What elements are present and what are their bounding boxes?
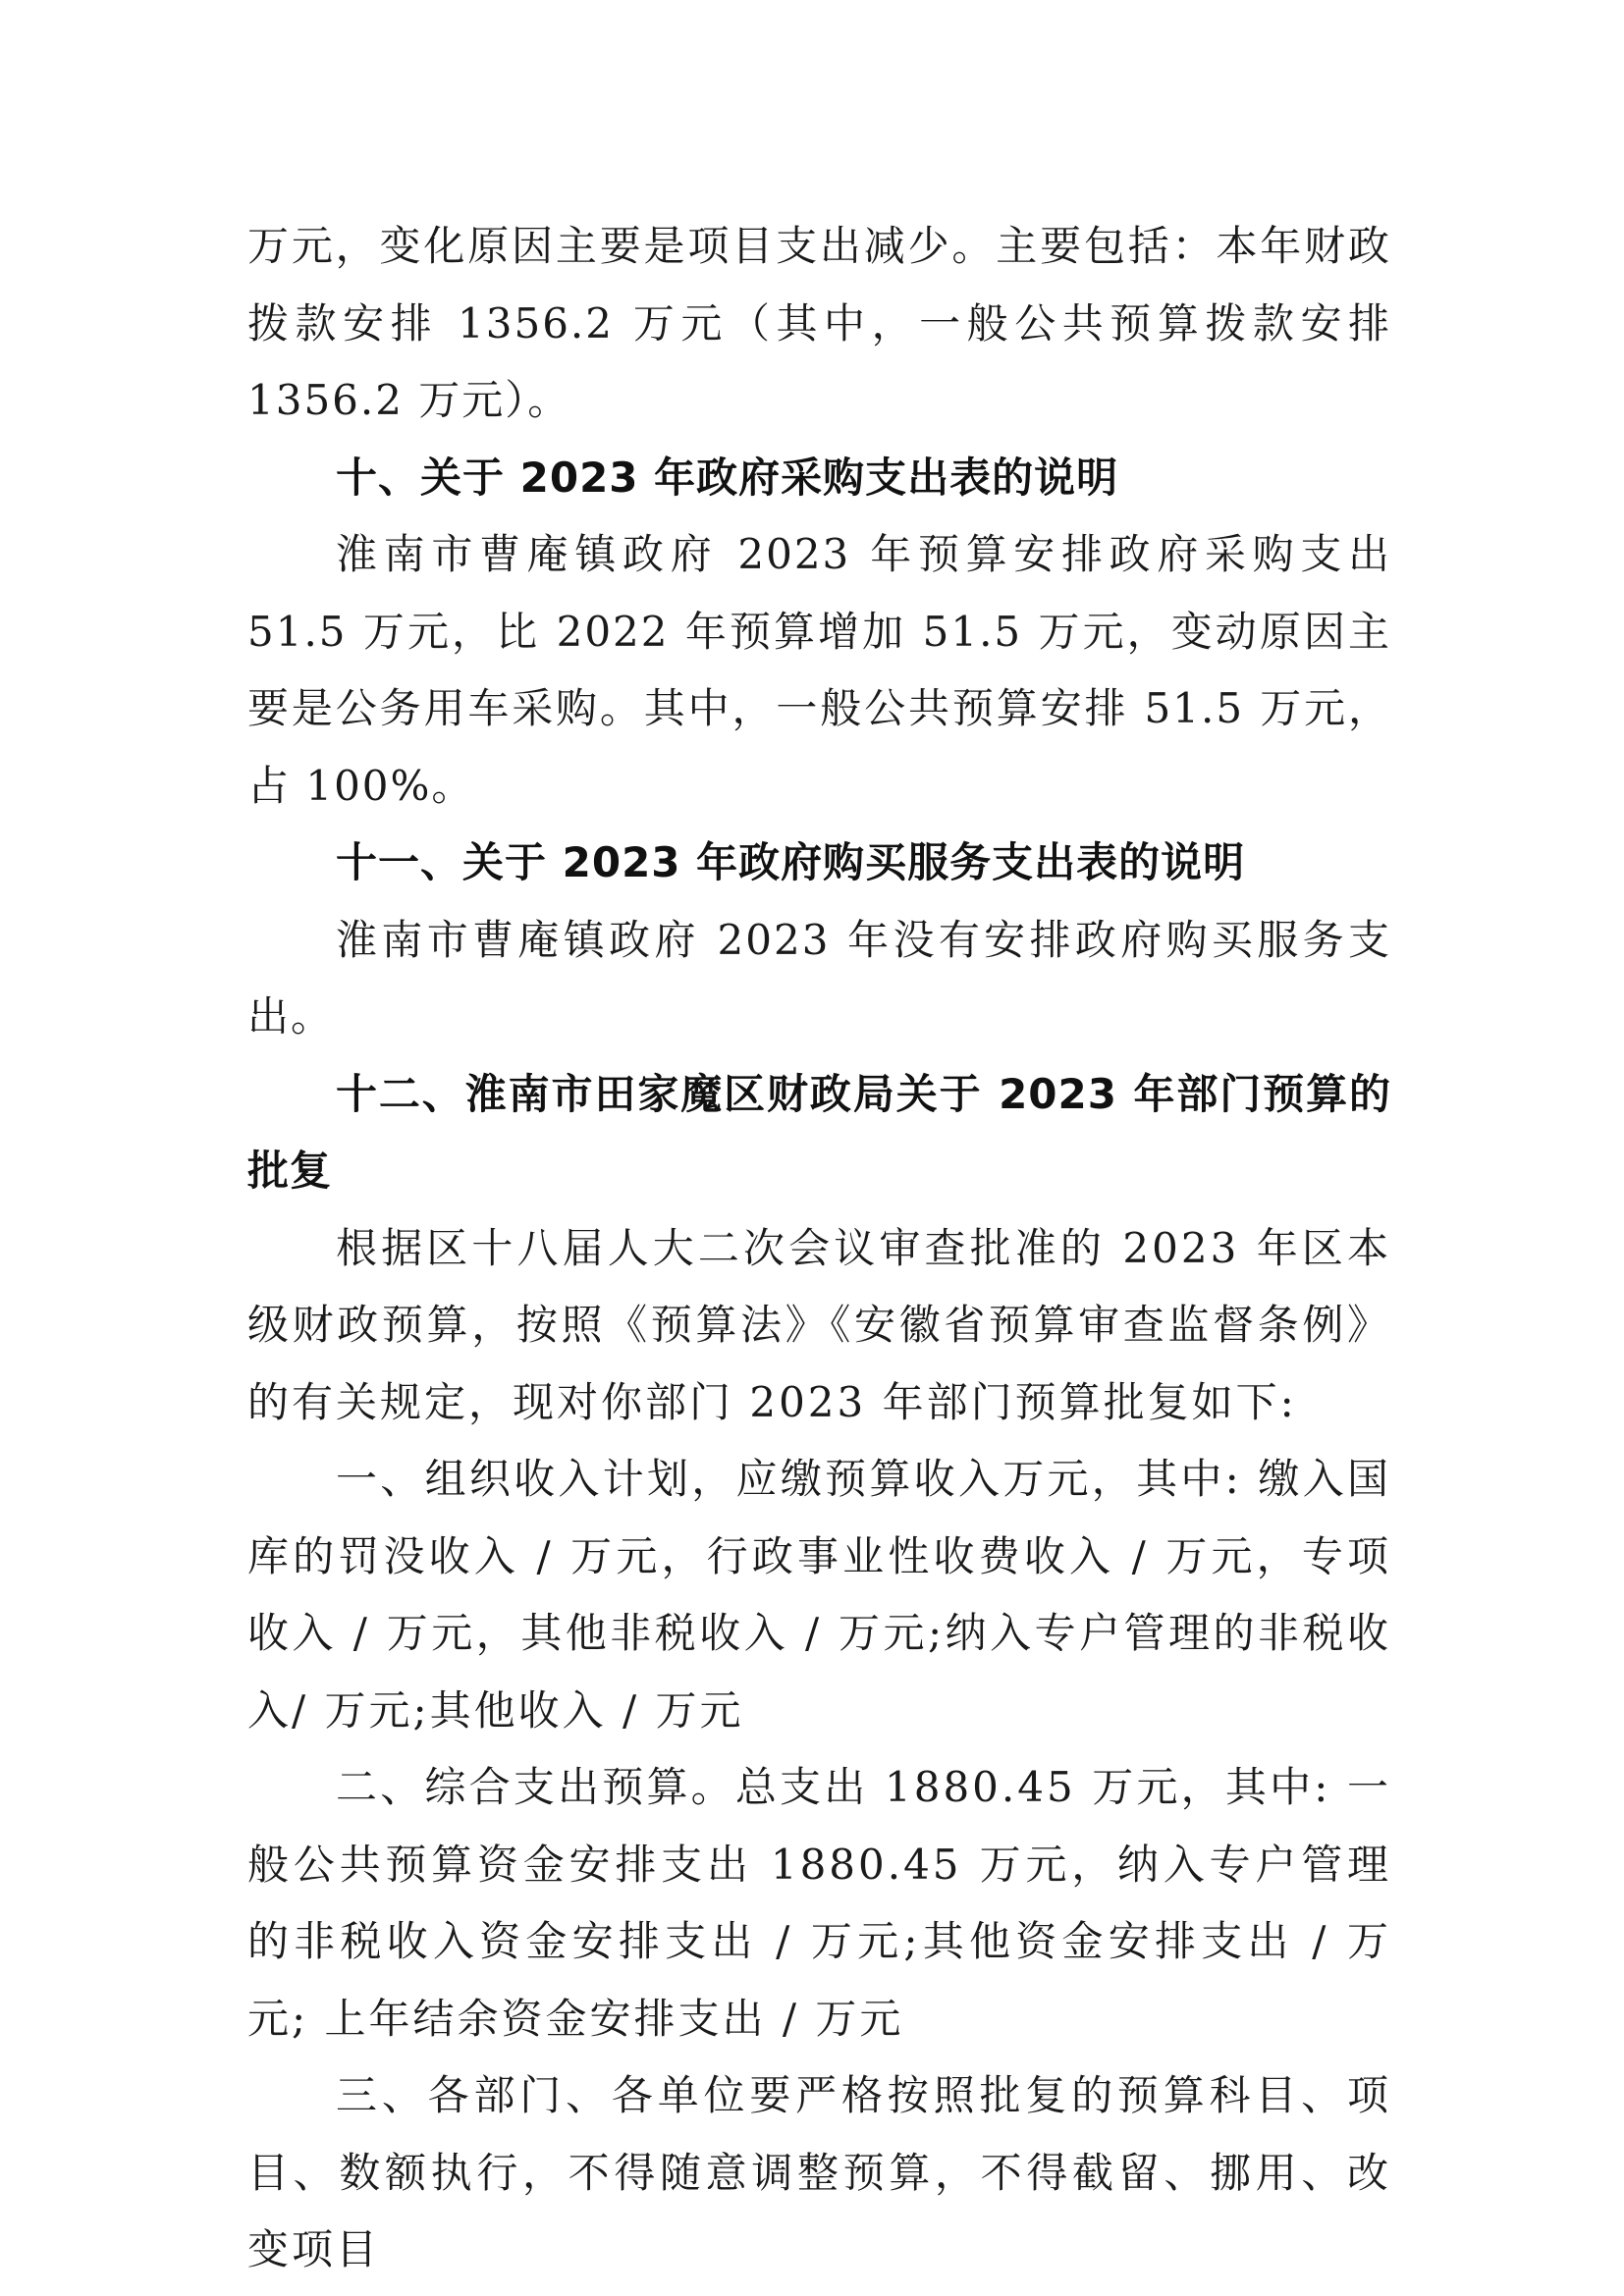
heading-section-11: 十一、关于 2023 年政府购买服务支出表的说明 (336, 838, 1246, 886)
heading-section-10: 十、关于 2023 年政府采购支出表的说明 (336, 453, 1119, 502)
paragraph-procurement: 淮南市曹庵镇政府 2023 年预算安排政府采购支出 51.5 万元，比 2022 年预算增加 51.5 万元，变动原因主要是公务用车采购。其中，一般公共预算安排 51.5 万元，占 100%。 (247, 530, 1391, 810)
document-body (247, 208, 1391, 2289)
heading-section-12: 十二、淮南市田家魔区财政局关于 2023 年部门预算的批复 (247, 1069, 1391, 1195)
paragraph-execution-rules: 三、各部门、各单位要严格按照批复的预算科目、项目、数额执行，不得随意调整预算，不得截留、挪用、改变项目 (247, 2071, 1391, 2273)
paragraph-service-purchase: 淮南市曹庵镇政府 2023 年没有安排政府购买服务支出。 (247, 915, 1391, 1041)
paragraph-budget-change: 万元，变化原因主要是项目支出减少。主要包括：本年财政拨款安排 1356.2 万元（其中，一般公共预算拨款安排 1356.2 万元）。 (247, 222, 1391, 424)
paragraph-expenditure-budget: 二、综合支出预算。总支出 1880.45 万元，其中: 一般公共预算资金安排支出 1880.45 万元，纳入专户管理的非税收入资金安排支出 / 万元;其他资金安排支出 / 万元; 上年结余资金安排支出 / 万元 (247, 1763, 1391, 2043)
paragraph-revenue-plan: 一、组织收入计划，应缴预算收入万元，其中: 缴入国库的罚没收入 / 万元，行政事业性收费收入 / 万元，专项收入 / 万元，其他非税收入 / 万元;纳入专户管理的非税收入/ 万元;其他收入 / 万元 (247, 1455, 1391, 1735)
paragraph-approval-basis: 根据区十八届人大二次会议审查批准的 2023 年区本级财政预算，按照《预算法》《安徽省预算审查监督条例》的有关规定，现对你部门 2023 年部门预算批复如下: (247, 1223, 1391, 1426)
